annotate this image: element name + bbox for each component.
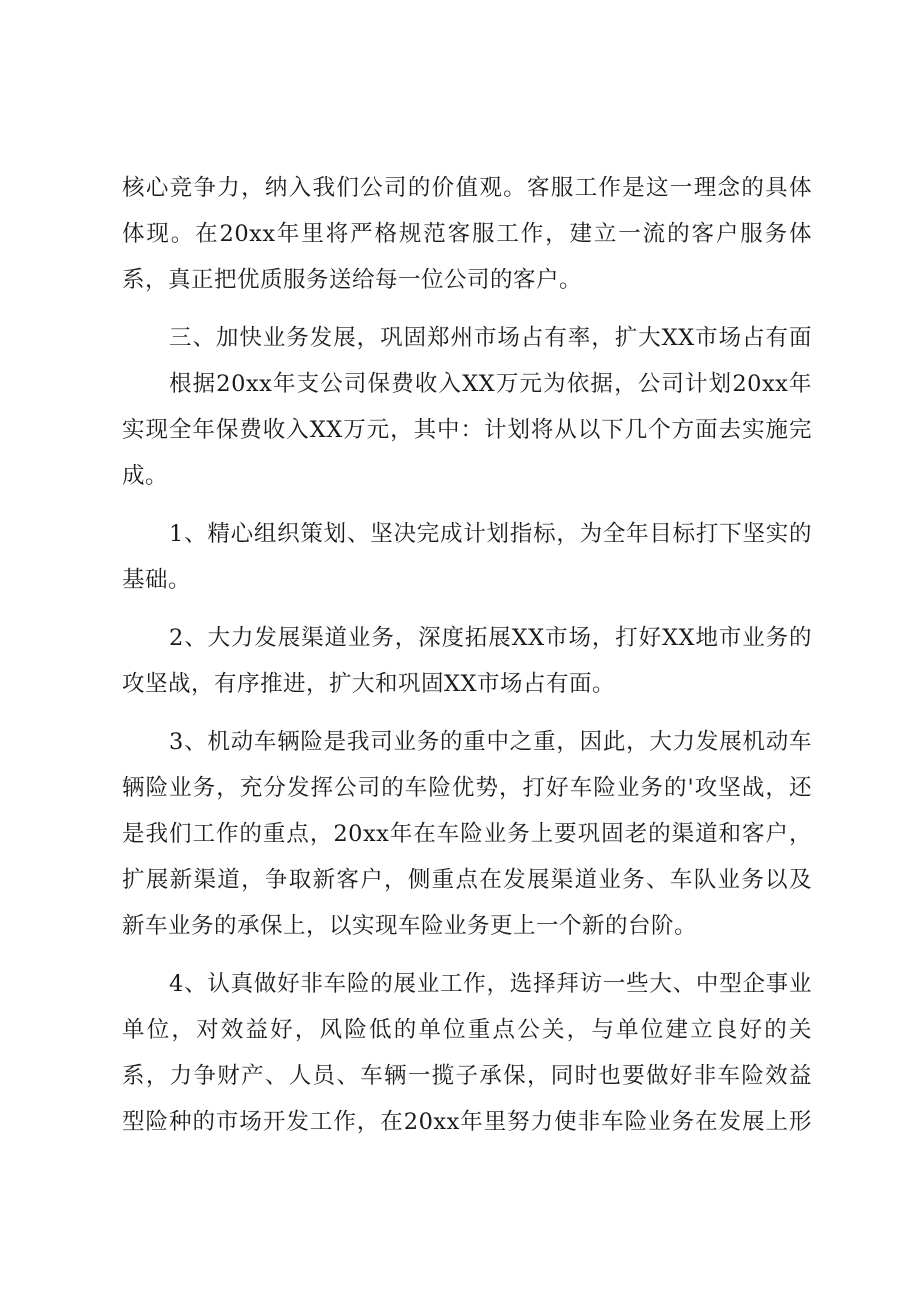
text-line: 基础。 bbox=[122, 567, 192, 593]
text-line: 系，真正把优质服务送给每一位公司的客户。 bbox=[122, 267, 583, 293]
list-item-4 bbox=[122, 961, 812, 1145]
list-item-2 bbox=[122, 615, 812, 707]
text-line: 型险种的市场开发工作，在20xx年里努力使非车险业务在发展上形 bbox=[122, 1109, 812, 1135]
text-line: 是我们工作的重点，20xx年在车险业务上要巩固老的渠道和客户， bbox=[122, 821, 812, 847]
paragraph-3 bbox=[122, 361, 812, 499]
text-line: 攻坚战，有序推进，扩大和巩固XX市场占有面。 bbox=[122, 671, 616, 697]
paragraph-1 bbox=[122, 165, 812, 303]
list-item-1 bbox=[122, 511, 812, 603]
text-line: 扩展新渠道，争取新客户，侧重点在发展渠道业务、车队业务以及 bbox=[122, 867, 812, 893]
text-line: 3、机动车辆险是我司业务的重中之重，因此，大力发展机动车 bbox=[169, 729, 812, 755]
text-line: 辆险业务，充分发挥公司的车险优势，打好车险业务的'攻坚战，还 bbox=[122, 775, 812, 801]
text-line: 单位，对效益好，风险低的单位重点公关，与单位建立良好的关 bbox=[122, 1017, 812, 1043]
text-line: 实现全年保费收入XX万元，其中：计划将从以下几个方面去实施完 bbox=[122, 417, 812, 443]
text-line: 根据20xx年支公司保费收入XX万元为依据，公司计划20xx年 bbox=[169, 371, 812, 397]
section-heading bbox=[122, 315, 812, 361]
text-line: 核心竞争力，纳入我们公司的价值观。客服工作是这一理念的具体 bbox=[122, 175, 812, 201]
text-line: 1、精心组织策划、坚决完成计划指标，为全年目标打下坚实的 bbox=[169, 521, 812, 547]
text-line: 新车业务的承保上，以实现车险业务更上一个新的台阶。 bbox=[122, 913, 698, 939]
document-body bbox=[122, 165, 812, 1145]
text-line: 体现。在20xx年里将严格规范客服工作，建立一流的客户服务体 bbox=[122, 221, 812, 247]
text-line: 三、加快业务发展，巩固郑州市场占有率，扩大XX市场占有面 bbox=[169, 325, 812, 351]
text-line: 4、认真做好非车险的展业工作，选择拜访一些大、中型企事业 bbox=[169, 971, 812, 997]
text-line: 2、大力发展渠道业务，深度拓展XX市场，打好XX地市业务的 bbox=[169, 625, 812, 651]
text-line: 系，力争财产、人员、车辆一揽子承保，同时也要做好非车险效益 bbox=[122, 1063, 812, 1089]
text-line: 成。 bbox=[122, 463, 169, 489]
list-item-3 bbox=[122, 719, 812, 949]
